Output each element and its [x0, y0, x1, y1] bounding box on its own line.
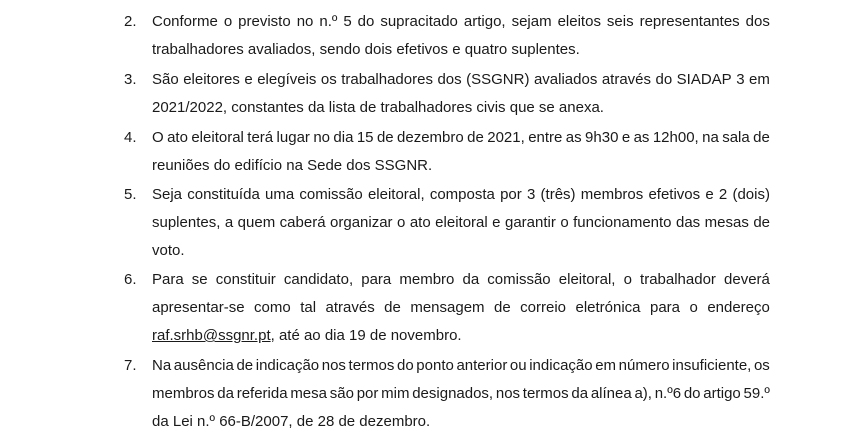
- word: trabalhadores: [341, 71, 433, 88]
- word: da: [462, 271, 480, 288]
- word: Conforme: [152, 13, 218, 30]
- word: de: [494, 299, 511, 316]
- word: como: [254, 299, 291, 316]
- word: de: [236, 357, 254, 374]
- word: de: [376, 129, 394, 146]
- word: representantes: [639, 13, 740, 30]
- word: 9h30: [585, 129, 619, 146]
- word: por: [500, 186, 522, 203]
- word: eleitoral,: [558, 271, 616, 288]
- item-number: 6.: [124, 271, 137, 288]
- word: através: [601, 71, 652, 88]
- word: no: [296, 13, 314, 30]
- item-line: [152, 66, 770, 93]
- word: em: [595, 357, 617, 374]
- item-line: [152, 124, 770, 151]
- word: Para: [152, 271, 184, 288]
- word: por: [356, 385, 379, 402]
- word: termos: [348, 357, 395, 374]
- word: do: [397, 357, 414, 374]
- word: no: [313, 129, 330, 146]
- word: do: [655, 71, 673, 88]
- word: o: [689, 299, 698, 316]
- word: das: [676, 214, 701, 231]
- word: indicação: [529, 357, 593, 374]
- word: São: [152, 71, 179, 88]
- word: mim: [381, 385, 410, 402]
- word: dos: [437, 71, 462, 88]
- word: mesas: [704, 214, 749, 231]
- word: de: [753, 129, 770, 146]
- item-number: 4.: [124, 129, 137, 146]
- word: (três): [540, 186, 576, 203]
- word: referida: [236, 385, 288, 402]
- word: sala: [722, 129, 750, 146]
- word: indicação: [255, 357, 320, 374]
- word: as: [633, 129, 650, 146]
- word: n.º: [319, 13, 338, 30]
- word: entre: [528, 129, 563, 146]
- word: membros: [580, 186, 644, 203]
- word: uma: [264, 186, 295, 203]
- item-number: 5.: [124, 186, 137, 203]
- word: nos: [321, 357, 346, 374]
- word: (SSGNR): [466, 71, 530, 88]
- word: 5: [343, 13, 352, 30]
- item-line-text: da Lei n.º 66-B/2007, de 28 de dezembro.: [152, 413, 431, 430]
- word: membros: [152, 385, 215, 402]
- word: endereço: [707, 299, 770, 316]
- email-link[interactable]: raf.srhb@ssgnr.pt: [152, 327, 271, 344]
- word: (dois): [732, 186, 770, 203]
- word: anterior: [456, 357, 508, 374]
- item-line: [152, 209, 770, 236]
- word: garantir: [504, 214, 556, 231]
- word: organizar: [330, 214, 393, 231]
- word: constituída: [187, 186, 260, 203]
- word: do: [357, 13, 375, 30]
- word: para: [361, 271, 392, 288]
- item-line-text: 2021/2022, constantes da lista de trabalhadores civis que se anexa.: [152, 99, 604, 116]
- word: funcionamento: [573, 214, 672, 231]
- word: caberá: [279, 214, 326, 231]
- word: termos: [522, 385, 569, 402]
- word: e: [621, 129, 631, 146]
- word: tal: [300, 299, 317, 316]
- item-line: [152, 266, 770, 293]
- item-line: [152, 152, 770, 179]
- word: 59.º: [743, 385, 770, 402]
- item-line: [152, 352, 770, 379]
- item-line-text: voto.: [152, 242, 185, 259]
- word: terá: [247, 129, 274, 146]
- word: os: [320, 71, 337, 88]
- word: 15: [356, 129, 374, 146]
- word: de: [467, 129, 484, 146]
- word: deverá: [724, 271, 770, 288]
- item-line: [152, 36, 770, 63]
- word: do: [683, 385, 701, 402]
- word: quem: [237, 214, 276, 231]
- word: candidato,: [283, 271, 354, 288]
- word: avaliados: [533, 71, 598, 88]
- word: na: [702, 129, 719, 146]
- word: comissão: [299, 186, 363, 203]
- word: de: [753, 214, 770, 231]
- item-number: 3.: [124, 71, 137, 88]
- word: e: [492, 214, 501, 231]
- word: eleitoral,: [367, 186, 425, 203]
- item-line: [152, 237, 770, 264]
- word: ausência: [173, 357, 234, 374]
- word: membro: [399, 271, 455, 288]
- word: apresentar-se: [152, 299, 245, 316]
- word: eleitoral: [191, 129, 244, 146]
- word: ponto: [416, 357, 454, 374]
- item-line: [152, 380, 770, 407]
- item-line: [152, 322, 770, 349]
- word: insuficiente,: [672, 357, 752, 374]
- word: o: [623, 271, 632, 288]
- word: a),: [634, 385, 652, 402]
- word: da: [217, 385, 234, 402]
- word: composta: [429, 186, 495, 203]
- word: mensagem: [410, 299, 485, 316]
- item-line: [152, 8, 770, 35]
- word: supracitado: [380, 13, 458, 30]
- word: são: [329, 385, 354, 402]
- word: designados,: [412, 385, 494, 402]
- word: efetivos: [648, 186, 701, 203]
- word: mesa: [290, 385, 327, 402]
- item-line: [152, 181, 770, 208]
- word: n.º6: [654, 385, 682, 402]
- word: 2021,: [487, 129, 525, 146]
- word: e: [244, 71, 253, 88]
- word: dia: [333, 129, 354, 146]
- word: constituir: [215, 271, 276, 288]
- word: artigo,: [463, 13, 506, 30]
- word: através: [325, 299, 375, 316]
- item-line-text: trabalhadores avaliados, sendo dois efetivos e quatro suplentes.: [152, 41, 580, 58]
- word: lugar: [276, 129, 310, 146]
- word: 12h00,: [652, 129, 699, 146]
- word: previsto: [238, 13, 291, 30]
- item-line: [152, 408, 770, 435]
- word: para: [650, 299, 681, 316]
- word: as: [565, 129, 582, 146]
- word: trabalhador: [640, 271, 716, 288]
- word: dos: [745, 13, 770, 30]
- word: os: [753, 357, 770, 374]
- word: 2: [718, 186, 728, 203]
- word: de: [384, 299, 401, 316]
- word: e: [705, 186, 714, 203]
- word: ato: [409, 214, 431, 231]
- word: dezembro: [397, 129, 464, 146]
- word: alínea: [590, 385, 632, 402]
- word: ato: [167, 129, 188, 146]
- word: em: [749, 71, 770, 88]
- word: Na: [152, 357, 172, 374]
- word: eletrónica: [575, 299, 641, 316]
- word: correio: [520, 299, 567, 316]
- word: O: [152, 129, 164, 146]
- word: o: [397, 214, 406, 231]
- word: 3: [526, 186, 536, 203]
- word: nos: [495, 385, 521, 402]
- word: elegíveis: [257, 71, 317, 88]
- word: Seja: [152, 186, 183, 203]
- word: o: [223, 13, 233, 30]
- word: sejam: [511, 13, 552, 30]
- word: eleitores: [183, 71, 240, 88]
- item-number: 2.: [124, 13, 137, 30]
- word: número: [618, 357, 670, 374]
- word: suplentes,: [152, 214, 221, 231]
- word: artigo: [703, 385, 741, 402]
- item-line: [152, 94, 770, 121]
- word: o: [560, 214, 569, 231]
- item-number: 7.: [124, 357, 137, 374]
- word: se: [191, 271, 208, 288]
- word: a: [224, 214, 234, 231]
- item-line-text: , até ao dia 19 de novembro.: [270, 327, 462, 344]
- word: ou: [509, 357, 527, 374]
- item-line: [152, 294, 770, 321]
- word: eleitoral: [435, 214, 488, 231]
- word: SIADAP: [676, 71, 732, 88]
- word: eleitos: [557, 13, 601, 30]
- word: da: [571, 385, 589, 402]
- word: comissão: [487, 271, 551, 288]
- word: seis: [606, 13, 634, 30]
- word: 3: [736, 71, 745, 88]
- item-line-text: reuniões do edifício na Sede dos SSGNR.: [152, 157, 433, 174]
